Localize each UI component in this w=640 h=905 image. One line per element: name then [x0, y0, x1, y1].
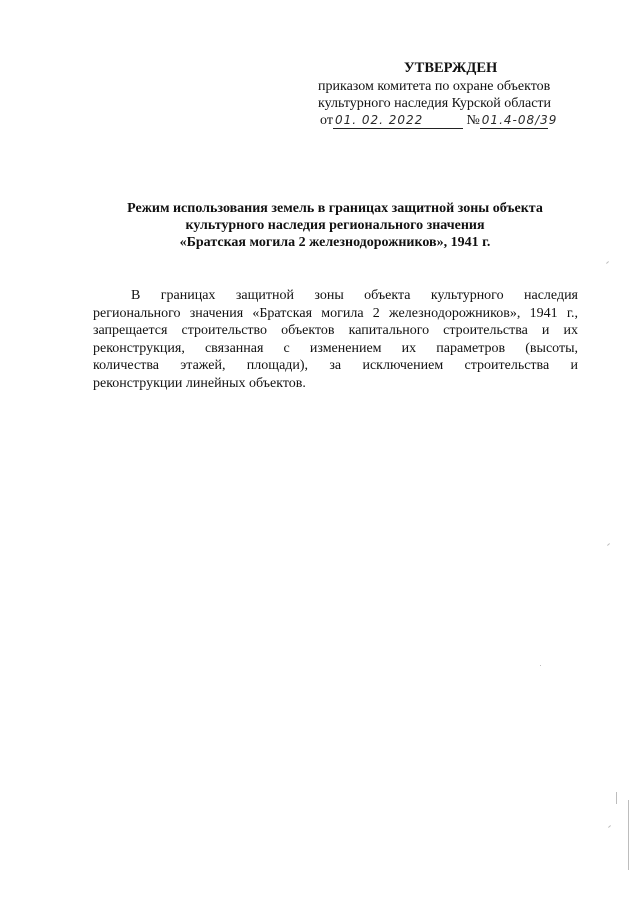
date-field — [333, 113, 463, 129]
body-line: реконструкции линейных объектов. — [93, 375, 306, 391]
scan-mark — [628, 800, 629, 870]
approval-line-2: культурного наследия Курской области — [318, 96, 552, 111]
title-line-3: «Братская могила 2 железнодорожников», 1941 г. — [179, 235, 491, 250]
document-title — [90, 200, 580, 251]
body-line: реконструкция, связанная с изменением их параметров (высоты, — [93, 340, 578, 356]
handwritten-number: 01.4-08/39 — [481, 113, 558, 127]
scan-mark — [540, 665, 541, 666]
scan-mark — [607, 543, 610, 546]
scan-mark — [606, 261, 609, 264]
body-line: регионального значения «Братская могила 2 железнодорожников», 1941 г., — [93, 305, 578, 321]
body-line: В границах защитной зоны объекта культурного наследия — [131, 288, 578, 303]
scan-mark — [616, 792, 617, 804]
body-paragraph — [93, 287, 578, 392]
body-line: запрещается строительство объектов капитального строительства и их — [93, 323, 578, 338]
approval-date-number-line — [318, 112, 588, 129]
title-line-1: Режим использования земель в границах защитной зоны объекта — [127, 201, 543, 216]
date-prefix: от — [320, 113, 333, 128]
approval-line-1: приказом комитета по охране объектов — [318, 79, 551, 94]
approval-heading: УТВЕРЖДЕН — [404, 60, 498, 76]
title-line-2: культурного наследия регионального значения — [185, 218, 485, 233]
body-line: количества этажей, площади), за исключением строительства и — [93, 358, 578, 373]
number-prefix: № — [466, 113, 480, 128]
scan-mark — [608, 825, 611, 828]
number-field — [480, 113, 558, 129]
approval-stamp — [318, 60, 588, 129]
handwritten-date: 01. 02. 2022 — [334, 113, 424, 127]
